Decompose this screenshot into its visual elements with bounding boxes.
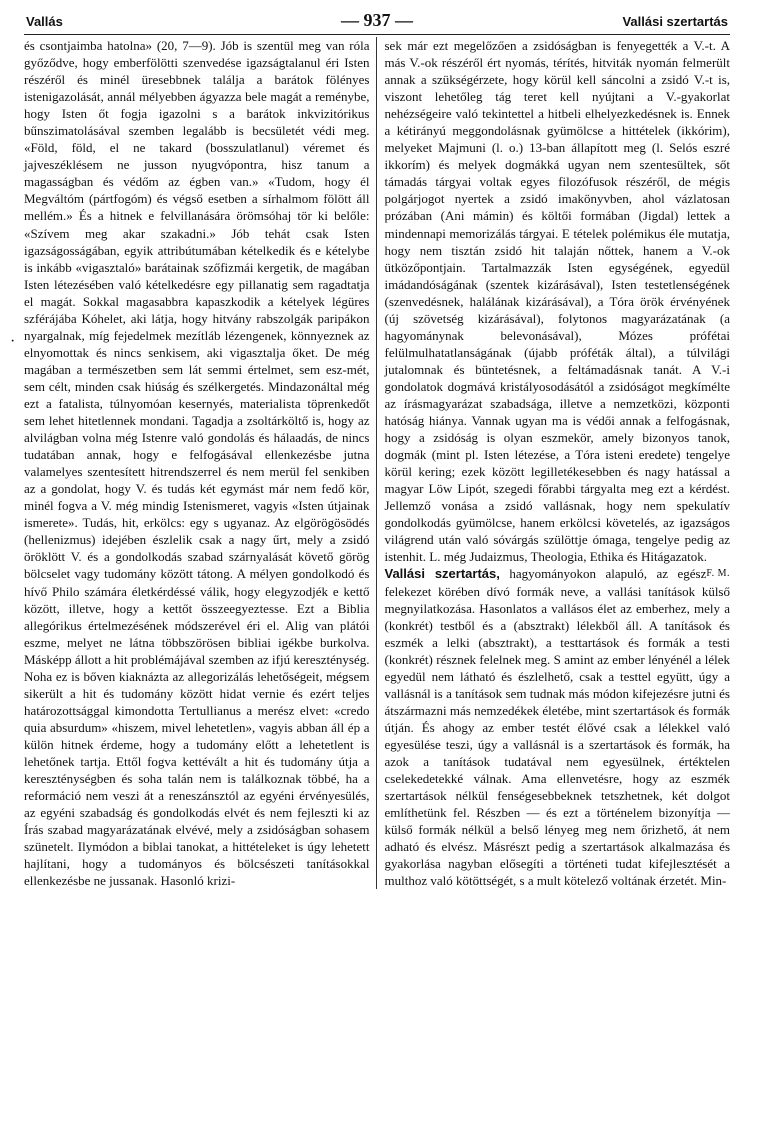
text-columns [10,37,730,889]
left-column-text: és csontjaimba hatolna» (20, 7—9). Jób is szentül meg van róla győződve, hogy emberfölötti szenvedése igazságtalanul éri Isten részéről és minél üresebbnek találja a barátok fölényes istenigazolását, annál mélyebben ágyazza bele magát a reménybe, hogy Isten őt fogja igazolni s a barátok inkvizitórikus bűnszimatolásával szemben legalább is becsületét védi meg. «Föld, föld, el ne takard (bosszulatlanul) véremet és jajveszéklésem ne jusson nyugvópontra, hisz tanum a magasságban és védőm az égben van.» «Tudom, hogy él Megváltóm (pártfogóm) és végső esetben a sírhalmom fölött áll mellém.» És a hitnek e felvillanására örömsóhaj tör ki belőle: «Szívem meg akar szakadni.» Jób tehát csak Isten igazságosságában, egyik attribútumában kételkedik és e kételybe is inkább «vigasztaló» barátainak szőfizmái kergetik, de magában Isten létezésében való kételkedésre egy pillanatig sem ragadtatja el magát. Sokkal magasabbra kapaszkodik a kételyek légüres szférájába Kóhelet, aki látja, hogy hitvány rabszolgák paripákon nyargalnak, míg fejedelmek mezítláb lézengenek, könnyeznek az elnyomottak és nincs senkisem, aki vigasztalja őket. De még magában a természetben sem lát semmi értelmet, sem esz-mét, sem célt, minden csak hiúság és szélkergetés. Mindazonáltal még ezt a fatalista, túlnyomóan kesernyés, materialista töprenkedőt sem lehet hitetlennek mondani. Tagadja a zsoltárköltő is, hogy az alvilágban volna még Istenre való gondolás és hálaadás, de nincs tudatában annak, hogy e felfogásával ellenkezésbe jutna valamelyes szentesített hitrendszerrel és nem merül fel senkiben az a gondolat, hogy V. és tudás két egymást már nem fedő kör, minél fogva a V. még mindig Istenismeret, vagyis «Isten útjainak ismerete». Tudás, hit, erkölcs: egy s ugyanaz. Az elgörögösödés (hellenizmus) idejében észlelik csak a nagy űrt, mely a zsidó öröklött V. és a gondolkodás szabad szárnyalását követő görög bölcselet vagy tudomány között tátong. A mélyen gondolkodó és hívő Philo számára életkérdéssé válik, hogy elegyzodjék e kettő között, illetve, hogy a kettőt összeegyeztesse. Ezt a Biblia allegórikus értelmezésének módszerével éri el. Alig van plátói eszme, melyet ne látna többszörösen bibliai igékbe burkolva. Másképp állott a hit problémájával szemben az ifjú kereszténység. Noha ez is bőven kiaknázta az allegorizálás lehetőségeit, mégsem sikerült a hit és tudomány között hidat vernie és ezért teljes határozottsággal kimondotta Tertullianus a merész elvet: «credo quia absurdum» «hiszem, mivel lehetetlen», vagyis abban áll ép a külön hitnek érdeme, hogy a tudomány előtt a lehetetlent is lehetőnek tartja. Ettől fogva kettévált a hit és tudomány útja a kereszténységben és soha talán nem is találkoznak többé, ha a reformáció nem veszi át a reneszánsztól az egyéni érvényesülés, az egyéni szabadság és gondolkodás elvét és nem fejleszti ki az Írás szabad magyarázatának elvévé, mely a zsidóságban sohasem szünetelt. Ilymódon a biblai tanokat, a hittételeket is úgy lehetett hajlítani, hogy a tudományos és bölcsészeti tanításokkal ellenkezésbe ne jussanak. Hasonló krizi- [24,38,370,889]
running-header [24,10,730,32]
margin-dot: · [10,333,16,350]
entry-vallasi-szertartas [385,565,731,889]
right-column [376,37,731,889]
page-number: — 937 — [341,10,413,30]
entry-text: hagyományokon alapuló, az egész felekezet körében dívó formák neve, a vallási tanítások külső megnyilatkozása. Hasonlatos a vallásos élet az emberhez, mely a (konkrét) testből és a (absztrakt) lélekből áll. A tanítások és eszmék a lelki (absztrakt), a testtartások és formák a testi (konkrét) résznek felelnek meg. S amint az ember lényénél a lélek egyedül nem látható és észlelhető, csak a testtel együtt, úgy a vallásnál is a tanítások sem tudnak más módon kifejezésre jutni és átszármazni más nemzedékek életébe, mint szertartások és formák útján. És ahogy az ember testét élővé csak a lélekkel való egyesülése teszi, úgy a vallásnál is a szertartások és formák, ha azok a tanítások tudatával nem egyesülnek, értéktelen cselekedetekké válnak. Ama ellenvetésre, hogy az eszmék szertartások nélkül fenségesebbeknek tetszhetnek, két dolgot említhetünk fel. Részben — és ezt a történelem bizonyítja — külső formák nélkül a belső lényeg meg nem őrizhető, át nem adható és elvész. Másrészt pedig a szertartások alkalmazása és gyakorlása nagyban elősegíti a történeti tudat kifejlesztését a multhoz való kötöttségét, s a mult kötelező voltának érzetét. Min- [384,566,730,889]
header-right-term: Vallási szertartás [622,14,728,29]
entry-title: Vallási szertartás, [384,566,500,582]
author-signature: F. M. [706,568,730,580]
right-column-text: sek már ezt megelőzően a zsidóságban is fenyegették a V.-t. A más V.-ok részéről ért nyomás, térítés, hitviták nyomán felmerült annak a szükségérzete, hogy körül kell sáncolni a zsidó V.-t is, viszont lehetőleg tág teret kell nyújtani a V.-gyakorlat nehézségeire való tekintettel a hitbeli elhelyezkedésnek is. Ennek a kétirányú meggondolásnak gyümölcse a hittételek (ikkórim), melyeket Majmuni (l. o.) 13-ban állapított meg (l. Selós eszré ikkorím) és melyek dogmákká ugyan nem szentesültek, sőt támadás tárgyai voltak egyes filozófusok részéről, de mégis polgárjogot nyertek a zsidó imakönyvben, ahol vázlatosan prózában (Ani mámin) és költői formában (Jigdal) lettek a mindennapi memorizálás tárgyai. E tételek polémikus éle mutatja, hogy nem tisztán zsidó hit talaján nőttek, hanem a V.-ok ütközőpontjain. Tartalmazzák Isten egységének, egyedül imádandóságának (szentek kizárásával), Isten testetlenségének (szenvedésnek, halálának kizárásával), a Tóra örök érvényének (új szövetség kizárásával), folytonos magyarázatának (a hagyománynak belevonásával), Mózes prófétai felülmulhatatlanságának (újabb próféták által), a túlvilági jutalomnak és büntetésnek, a feltámadásnak tanát. A V.-i gondolatok dogmává kristályosodásától a zsidóságot megkímélte az írásmagyarázat szabadsága, illetve a nemzetközi, központi hatóság hiánya. Vannak ugyan ma is védői annak a felfogásnak, hogy a zsidóság is olyan eszmekör, amely bizonyos tanok, dogmák (mint pl. Isten létezése, a Tóra isteni eredete) tengelye körül kering; ezek között legilletékesebben és nagy hatással a magyar Löw Lipót, szegedi főrabbi tárgyalta meg ezt a kérdést. Jellemző vonása a zsidó vallásnak, hogy nem spekulatív gondolkodás gyümölcse, hanem erkölcsi követelés, az igazságos világrend után való sóvárgás szülöttje ómaga, tengelye pedig az istenhit. L. még Judaizmus, Theologia, Ethika és Hitágazatok. [384,38,730,565]
left-column [24,37,376,889]
header-left-term: Vallás [26,14,63,29]
header-rule [24,34,730,35]
